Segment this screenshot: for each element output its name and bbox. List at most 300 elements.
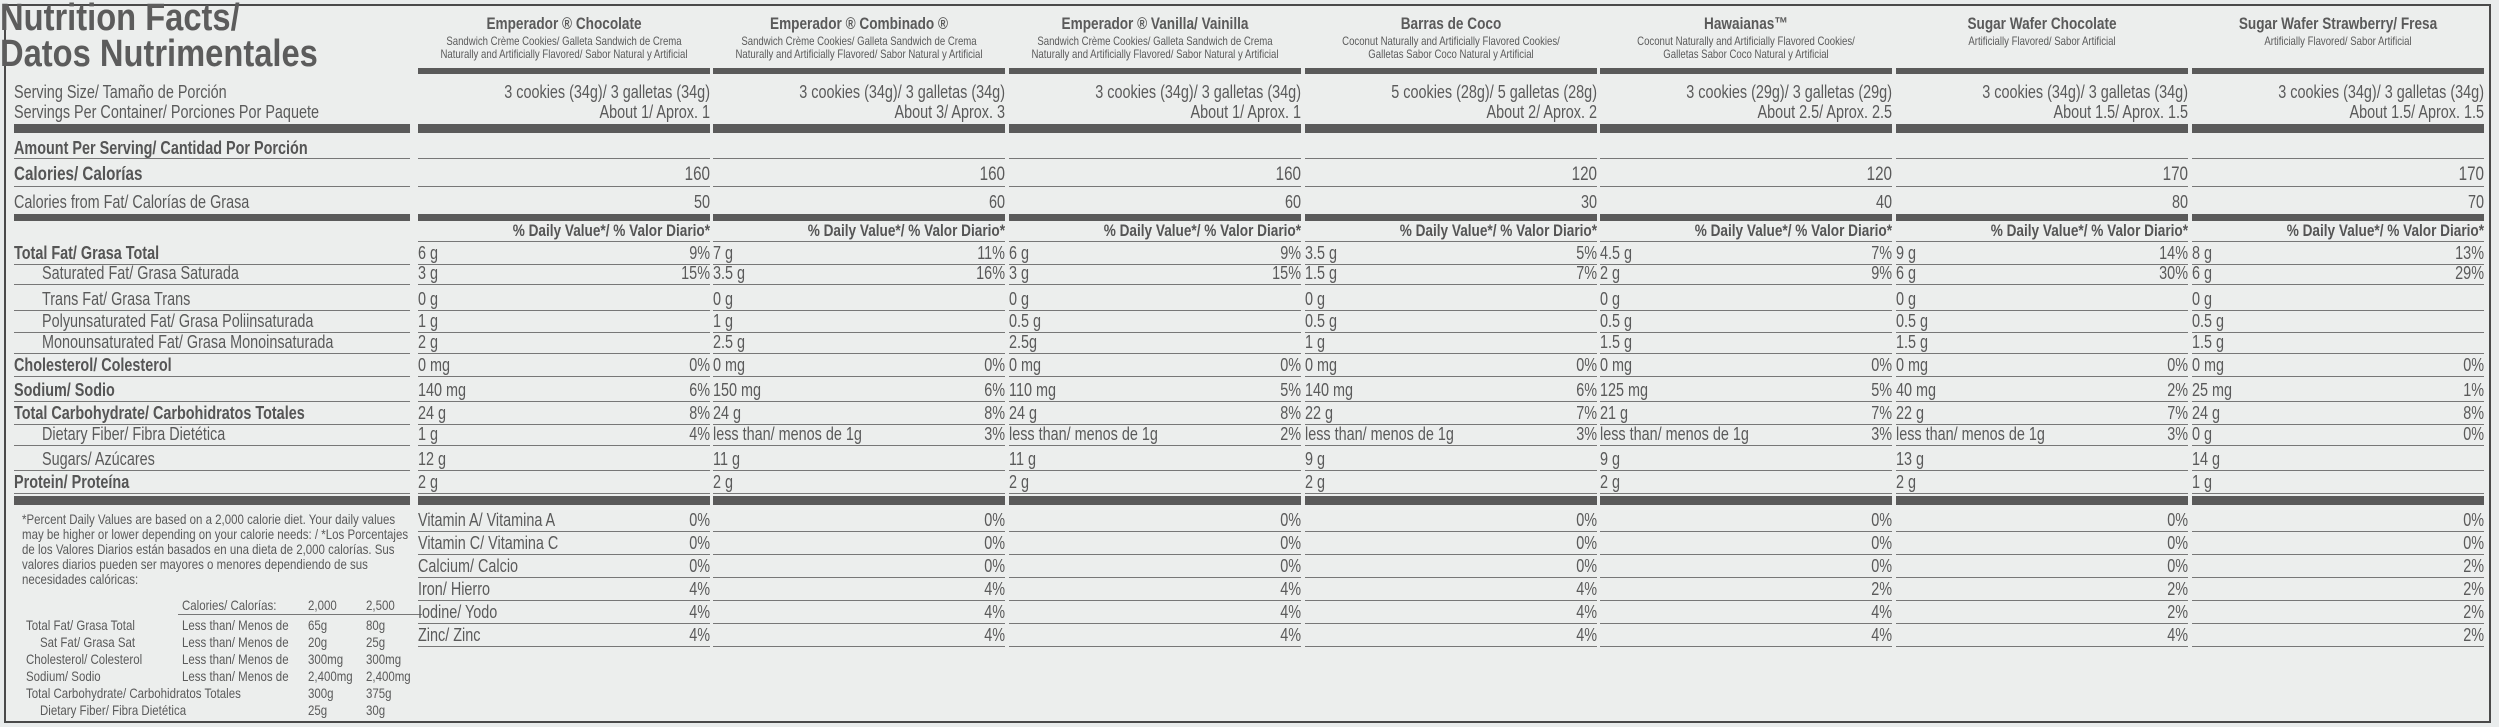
row-divider — [14, 376, 410, 377]
nutrient-percent: 3% — [1871, 424, 1892, 444]
product-description: Coconut Naturally and Artificially Flavored Cookies/ — [1342, 34, 1560, 48]
serving-size-value: 3 cookies (34g)/ 3 galletas (34g) — [1095, 82, 1301, 102]
row-divider — [1600, 241, 1892, 242]
nutrient-percent: 4% — [689, 424, 710, 444]
daily-value-header: % Daily Value*/ % Valor Diario* — [1990, 221, 2188, 240]
vitamin-percent: 2% — [2463, 602, 2484, 622]
nutrient-label-sugars: Sugars/ Azúcares — [42, 449, 155, 469]
row-divider — [1009, 623, 1301, 624]
row-divider — [1305, 493, 1597, 494]
nutrient-percent: 9% — [689, 243, 710, 263]
column-top-rule — [1600, 68, 1892, 74]
row-divider — [1009, 470, 1301, 471]
nutrient-percent: 7% — [1871, 403, 1892, 423]
vitamin-percent: 4% — [984, 579, 1005, 599]
row-divider — [418, 401, 710, 402]
vitamin-percent: 4% — [1280, 602, 1301, 622]
nutrient-amount: 0.5 g — [1009, 311, 1042, 331]
nutrient-amount: 0.5 g — [1305, 311, 1338, 331]
row-divider — [2192, 493, 2484, 494]
nutrient-percent: 5% — [1576, 243, 1597, 263]
row-divider — [2192, 158, 2484, 159]
nutrient-percent: 1% — [2463, 380, 2484, 400]
vitamin-percent: 0% — [1576, 533, 1597, 553]
calories-from-fat-value: 30 — [1580, 192, 1597, 212]
row-divider — [1305, 332, 1597, 333]
vitamin-percent: 2% — [2463, 556, 2484, 576]
row-divider — [713, 158, 1005, 159]
nutrient-amount: 2 g — [418, 472, 439, 492]
label-medium-rule — [14, 214, 410, 221]
daily-value-header: % Daily Value*/ % Valor Diario* — [1399, 221, 1597, 240]
nutrient-amount: 1.5 g — [1305, 263, 1338, 283]
nutrient-amount: 0 mg — [1600, 355, 1633, 375]
column-medium-rule — [713, 214, 1005, 221]
row-divider — [1896, 470, 2188, 471]
column-thick-rule — [1896, 124, 2188, 133]
column-medium-rule — [2192, 214, 2484, 221]
row-divider — [713, 332, 1005, 333]
row-divider — [2192, 623, 2484, 624]
row-divider — [2192, 376, 2484, 377]
row-divider — [1009, 332, 1301, 333]
vitamin-label: Vitamin A/ Vitamina A — [418, 510, 556, 530]
product-description: Sandwich Crème Cookies/ Galleta Sandwich de Crema — [446, 34, 682, 48]
servings-per-container-value: About 1/ Aprox. 1 — [1190, 102, 1301, 122]
column-thick-rule-bottom — [2192, 496, 2484, 505]
nutrient-amount: 3.5 g — [713, 263, 746, 283]
nutrient-amount: 2.5g — [1009, 332, 1038, 352]
row-divider — [1600, 470, 1892, 471]
label-thick-rule — [14, 124, 410, 133]
nutrient-amount: 125 mg — [1600, 380, 1649, 400]
row-divider — [1896, 376, 2188, 377]
column-thick-rule-bottom — [418, 496, 710, 505]
row-divider — [1009, 646, 1301, 647]
row-divider — [418, 158, 710, 159]
nutrient-amount: less than/ menos de 1g — [1305, 424, 1454, 444]
row-divider — [1600, 623, 1892, 624]
vitamin-percent: 0% — [1280, 510, 1301, 530]
row-divider — [713, 284, 1005, 285]
row-divider — [1600, 332, 1892, 333]
row-divider — [1009, 310, 1301, 311]
row-divider — [2192, 577, 2484, 578]
nutrient-amount: 2.5 g — [713, 332, 746, 352]
nutrient-amount: 0 g — [1600, 289, 1621, 309]
row-divider — [1009, 376, 1301, 377]
footnote-row-2500: 80g — [366, 617, 386, 633]
nutrient-percent: 0% — [1871, 355, 1892, 375]
product-name: Emperador ® Combinado ® — [770, 14, 948, 33]
product-name: Sugar Wafer Chocolate — [1967, 14, 2117, 33]
nutrient-amount: 21 g — [1600, 403, 1629, 423]
title-en: Nutrition Facts/ — [0, 0, 240, 39]
title-es: Datos Nutrimentales — [0, 33, 318, 75]
nutrient-amount: 6 g — [1009, 243, 1030, 263]
nutrient-amount: 110 mg — [1009, 380, 1056, 400]
nutrient-amount: 1 g — [713, 311, 734, 331]
serving-size-value: 3 cookies (34g)/ 3 galletas (34g) — [1982, 82, 2188, 102]
servings-per-container-value: About 2.5/ Aprox. 2.5 — [1757, 102, 1892, 122]
product-name: Hawaianas™ — [1704, 14, 1788, 33]
product-description: Sandwich Crème Cookies/ Galleta Sandwich de Crema — [1037, 34, 1273, 48]
nutrient-amount: less than/ menos de 1g — [713, 424, 862, 444]
nutrient-percent: 0% — [1280, 355, 1301, 375]
servings-per-container-value: About 3/ Aprox. 3 — [894, 102, 1005, 122]
product-description: Naturally and Artificially Flavored/ Sabor Natural y Artificial — [735, 47, 983, 61]
footnote-row-name: Dietary Fiber/ Fibra Dietética — [40, 702, 187, 718]
row-divider — [713, 623, 1005, 624]
nutrient-label-fiber: Dietary Fiber/ Fibra Dietética — [42, 424, 226, 444]
row-divider — [1305, 646, 1597, 647]
nutrient-amount: 0 mg — [1896, 355, 1929, 375]
nutrient-amount: 7 g — [713, 243, 734, 263]
serving-size-value: 3 cookies (29g)/ 3 galletas (29g) — [1686, 82, 1892, 102]
nutrient-percent: 8% — [984, 403, 1005, 423]
row-divider — [1896, 445, 2188, 446]
vitamin-percent: 0% — [1871, 556, 1892, 576]
nutrient-amount: 6 g — [418, 243, 439, 263]
nutrient-label-carb: Total Carbohydrate/ Carbohidratos Totales — [14, 403, 305, 423]
nutrient-percent: 9% — [1871, 263, 1892, 283]
footnote-row-name: Sodium/ Sodio — [26, 668, 101, 684]
row-divider — [713, 401, 1005, 402]
row-divider — [1896, 241, 2188, 242]
row-divider — [1896, 186, 2188, 187]
vitamin-percent: 2% — [2167, 602, 2188, 622]
row-divider — [1896, 554, 2188, 555]
calories-value: 120 — [1866, 164, 1892, 185]
nutrient-amount: less than/ menos de 1g — [1600, 424, 1749, 444]
row-divider — [1305, 158, 1597, 159]
row-divider — [418, 186, 710, 187]
column-thick-rule-bottom — [1009, 496, 1301, 505]
nutrient-amount: 3 g — [1009, 263, 1030, 283]
row-divider — [1305, 376, 1597, 377]
nutrient-amount: 9 g — [1600, 449, 1621, 469]
row-divider — [713, 241, 1005, 242]
row-divider — [418, 577, 710, 578]
row-divider — [1600, 600, 1892, 601]
nutrient-amount: 150 mg — [713, 380, 762, 400]
row-divider — [14, 353, 410, 354]
nutrient-amount: 1 g — [2192, 472, 2213, 492]
footnote-row-name: Cholesterol/ Colesterol — [26, 651, 143, 667]
row-divider — [1305, 470, 1597, 471]
nutrient-percent: 29% — [2455, 263, 2484, 283]
nutrient-amount: 22 g — [1896, 403, 1925, 423]
column-top-rule — [418, 68, 710, 74]
row-divider — [418, 332, 710, 333]
vitamin-label: Iodine/ Yodo — [418, 602, 498, 622]
nutrient-amount: 24 g — [2192, 403, 2221, 423]
nutrient-percent: 2% — [2167, 380, 2188, 400]
row-divider — [418, 284, 710, 285]
product-description: Artificially Flavored/ Sabor Artificial — [2264, 34, 2412, 48]
nutrient-amount: 3 g — [418, 263, 439, 283]
nutrient-amount: 3.5 g — [1305, 243, 1338, 263]
servings-per-container-value: About 1.5/ Aprox. 1.5 — [2053, 102, 2188, 122]
row-divider — [2192, 445, 2484, 446]
row-divider — [713, 470, 1005, 471]
column-medium-rule — [1305, 214, 1597, 221]
row-divider — [1305, 310, 1597, 311]
row-divider — [1305, 531, 1597, 532]
vitamin-percent: 2% — [2463, 579, 2484, 599]
nutrient-percent: 7% — [1576, 263, 1597, 283]
nutrient-amount: 0 mg — [713, 355, 746, 375]
nutrient-percent: 8% — [2463, 403, 2484, 423]
nutrient-amount: 2 g — [1896, 472, 1917, 492]
vitamin-label: Iron/ Hierro — [418, 579, 491, 599]
nutrient-amount: 6 g — [1896, 263, 1917, 283]
nutrient-label-satfat: Saturated Fat/ Grasa Saturada — [42, 263, 239, 283]
row-divider — [1009, 186, 1301, 187]
footnote-row-2000: 20g — [308, 634, 328, 650]
vitamin-percent: 4% — [1576, 625, 1597, 645]
nutrient-amount: 2 g — [713, 472, 734, 492]
footnote-row-2000: 25g — [308, 702, 328, 718]
footnote-row-2500: 25g — [366, 634, 386, 650]
nutrient-percent: 11% — [977, 243, 1005, 263]
nutrient-amount: 2 g — [1305, 472, 1326, 492]
daily-value-header: % Daily Value*/ % Valor Diario* — [1103, 221, 1301, 240]
nutrient-amount: 0 mg — [418, 355, 451, 375]
nutrient-amount: 9 g — [1896, 243, 1917, 263]
nutrient-percent: 0% — [689, 355, 710, 375]
nutrient-percent: 0% — [2463, 424, 2484, 444]
amount-per-serving-label: Amount Per Serving/ Cantidad Por Porción — [14, 138, 308, 158]
footnote-row-2000: 2,400mg — [308, 668, 353, 684]
vitamin-percent: 0% — [2167, 510, 2188, 530]
vitamin-percent: 4% — [1871, 625, 1892, 645]
column-thick-rule — [1600, 124, 1892, 133]
row-divider — [1305, 284, 1597, 285]
row-divider — [713, 554, 1005, 555]
nutrient-amount: 1.5 g — [2192, 332, 2225, 352]
vitamin-percent: 4% — [1871, 602, 1892, 622]
row-divider — [1009, 531, 1301, 532]
nutrient-amount: 2 g — [418, 332, 439, 352]
row-divider — [1305, 353, 1597, 354]
footnote-row-2500: 300mg — [366, 651, 402, 667]
nutrient-percent: 3% — [1576, 424, 1597, 444]
nutrient-label-fat: Total Fat/ Grasa Total — [14, 243, 160, 263]
footnote-calories-header: Calories/ Calorías: — [182, 597, 277, 613]
nutrient-amount: 0 mg — [1305, 355, 1338, 375]
row-divider — [1896, 531, 2188, 532]
serving-size-value: 3 cookies (34g)/ 3 galletas (34g) — [504, 82, 710, 102]
nutrient-amount: 24 g — [1009, 403, 1038, 423]
row-divider — [418, 493, 710, 494]
nutrient-amount: 0 mg — [2192, 355, 2225, 375]
nutrient-amount: 6 g — [2192, 263, 2213, 283]
nutrient-percent: 2% — [1280, 424, 1301, 444]
footnote-row-qualifier: Less than/ Menos de — [182, 617, 289, 633]
row-divider — [14, 284, 410, 285]
nutrient-amount: 12 g — [418, 449, 447, 469]
product-name: Emperador ® Chocolate — [486, 14, 642, 33]
footnote-row-2000: 300g — [308, 685, 334, 701]
footnote-row-2000: 65g — [308, 617, 328, 633]
row-divider — [713, 310, 1005, 311]
column-top-rule — [1305, 68, 1597, 74]
nutrient-amount: less than/ menos de 1g — [1896, 424, 2045, 444]
row-divider — [14, 445, 410, 446]
row-divider — [1305, 241, 1597, 242]
footnote-row-name: Total Fat/ Grasa Total — [26, 617, 135, 633]
serving-size-value: 3 cookies (34g)/ 3 galletas (34g) — [799, 82, 1005, 102]
nutrient-amount: 11 g — [1009, 449, 1036, 469]
nutrient-percent: 3% — [984, 424, 1005, 444]
row-divider — [2192, 310, 2484, 311]
row-divider — [2192, 353, 2484, 354]
product-description: Galletas Sabor Coco Natural y Artificial — [1368, 47, 1534, 61]
calories-from-fat-value: 40 — [1875, 192, 1892, 212]
vitamin-percent: 4% — [689, 579, 710, 599]
column-thick-rule-bottom — [1896, 496, 2188, 505]
vitamin-label: Vitamin C/ Vitamina C — [418, 533, 559, 553]
row-divider — [1600, 186, 1892, 187]
nutrient-amount: 0 g — [1305, 289, 1326, 309]
nutrient-amount: 0.5 g — [1600, 311, 1633, 331]
product-description: Naturally and Artificially Flavored/ Sabor Natural y Artificial — [1031, 47, 1279, 61]
nutrient-amount: 1 g — [418, 311, 439, 331]
nutrient-amount: 1.5 g — [1896, 332, 1929, 352]
row-divider — [1600, 158, 1892, 159]
column-medium-rule — [1600, 214, 1892, 221]
row-divider — [1305, 554, 1597, 555]
row-divider — [2192, 401, 2484, 402]
nutrient-amount: 25 mg — [2192, 380, 2233, 400]
nutrient-label-mono: Monounsaturated Fat/ Grasa Monoinsaturada — [42, 332, 334, 352]
vitamin-percent: 0% — [1576, 510, 1597, 530]
calories-label: Calories/ Calorías — [14, 164, 143, 185]
nutrient-percent: 7% — [2167, 403, 2188, 423]
row-divider — [418, 376, 710, 377]
servings-per-container-value: About 2/ Aprox. 2 — [1486, 102, 1597, 122]
footnote-row-2500: 30g — [366, 702, 386, 718]
row-divider — [1600, 554, 1892, 555]
nutrient-label-poly: Polyunsaturated Fat/ Grasa Poliinsaturada — [42, 311, 314, 331]
row-divider — [2192, 646, 2484, 647]
nutrient-percent: 16% — [976, 263, 1005, 283]
footnote-row-2000: 300mg — [308, 651, 344, 667]
row-divider — [1896, 353, 2188, 354]
servings-per-container-value: About 1.5/ Aprox. 1.5 — [2349, 102, 2484, 122]
column-medium-rule — [418, 214, 710, 221]
nutrient-amount: 1 g — [1305, 332, 1326, 352]
product-description: Galletas Sabor Coco Natural y Artificial — [1663, 47, 1829, 61]
row-divider — [713, 600, 1005, 601]
column-top-rule — [713, 68, 1005, 74]
row-divider — [1896, 646, 2188, 647]
nutrient-amount: 22 g — [1305, 403, 1334, 423]
row-divider — [713, 531, 1005, 532]
calories-value: 120 — [1571, 164, 1597, 185]
row-divider — [2192, 186, 2484, 187]
footnote-row-name: Sat Fat/ Grasa Sat — [40, 634, 136, 650]
row-divider — [1009, 577, 1301, 578]
row-divider — [1009, 554, 1301, 555]
daily-value-header: % Daily Value*/ % Valor Diario* — [807, 221, 1005, 240]
calories-from-fat-value: 60 — [988, 192, 1005, 212]
nutrient-amount: 4.5 g — [1600, 243, 1633, 263]
column-thick-rule — [418, 124, 710, 133]
footnote-row-qualifier: Less than/ Menos de — [182, 668, 289, 684]
nutrient-percent: 0% — [984, 355, 1005, 375]
nutrient-percent: 14% — [2159, 243, 2188, 263]
row-divider — [713, 493, 1005, 494]
column-thick-rule — [1305, 124, 1597, 133]
row-divider — [418, 600, 710, 601]
row-divider — [713, 186, 1005, 187]
row-divider — [1009, 158, 1301, 159]
nutrient-percent: 6% — [1576, 380, 1597, 400]
nutrient-label-sodium: Sodium/ Sodio — [14, 380, 115, 400]
nutrient-amount: 0 g — [1009, 289, 1030, 309]
row-divider — [14, 493, 410, 494]
row-divider — [418, 470, 710, 471]
nutrient-amount: 0 g — [713, 289, 734, 309]
nutrient-label-transfat: Trans Fat/ Grasa Trans — [42, 289, 191, 309]
row-divider — [1305, 577, 1597, 578]
product-description: Naturally and Artificially Flavored/ Sabor Natural y Artificial — [440, 47, 688, 61]
column-thick-rule-bottom — [713, 496, 1005, 505]
vitamin-percent: 4% — [1576, 579, 1597, 599]
row-divider — [1600, 284, 1892, 285]
nutrient-amount: 24 g — [713, 403, 742, 423]
vitamin-percent: 2% — [1871, 579, 1892, 599]
vitamin-percent: 0% — [2463, 510, 2484, 530]
row-divider — [1896, 158, 2188, 159]
row-divider — [713, 376, 1005, 377]
vitamin-percent: 0% — [1576, 556, 1597, 576]
nutrient-percent: 8% — [689, 403, 710, 423]
vitamin-percent: 0% — [984, 533, 1005, 553]
nutrient-amount: 0 g — [2192, 424, 2213, 444]
row-divider — [1600, 376, 1892, 377]
footnote-row-qualifier: Less than/ Menos de — [182, 634, 289, 650]
calories-value: 160 — [684, 164, 710, 185]
row-divider — [1009, 600, 1301, 601]
nutrient-amount: 2 g — [1009, 472, 1030, 492]
row-divider — [418, 353, 710, 354]
vitamin-percent: 0% — [689, 510, 710, 530]
column-thick-rule — [1009, 124, 1301, 133]
label-thick-rule-bottom — [14, 496, 410, 505]
row-divider — [1896, 401, 2188, 402]
row-divider — [1600, 577, 1892, 578]
nutrient-amount: 9 g — [1305, 449, 1326, 469]
row-divider — [418, 646, 710, 647]
row-divider — [1896, 332, 2188, 333]
nutrient-amount: 140 mg — [1305, 380, 1354, 400]
row-divider — [2192, 531, 2484, 532]
nutrient-amount: 40 mg — [1896, 380, 1937, 400]
serving-size-value: 3 cookies (34g)/ 3 galletas (34g) — [2278, 82, 2484, 102]
row-divider — [2192, 600, 2484, 601]
row-divider — [418, 241, 710, 242]
column-thick-rule-bottom — [1305, 496, 1597, 505]
row-divider — [1896, 577, 2188, 578]
vitamin-percent: 0% — [2463, 533, 2484, 553]
row-divider — [1600, 401, 1892, 402]
nutrient-amount: 24 g — [418, 403, 447, 423]
row-divider — [1009, 241, 1301, 242]
row-divider — [1600, 531, 1892, 532]
